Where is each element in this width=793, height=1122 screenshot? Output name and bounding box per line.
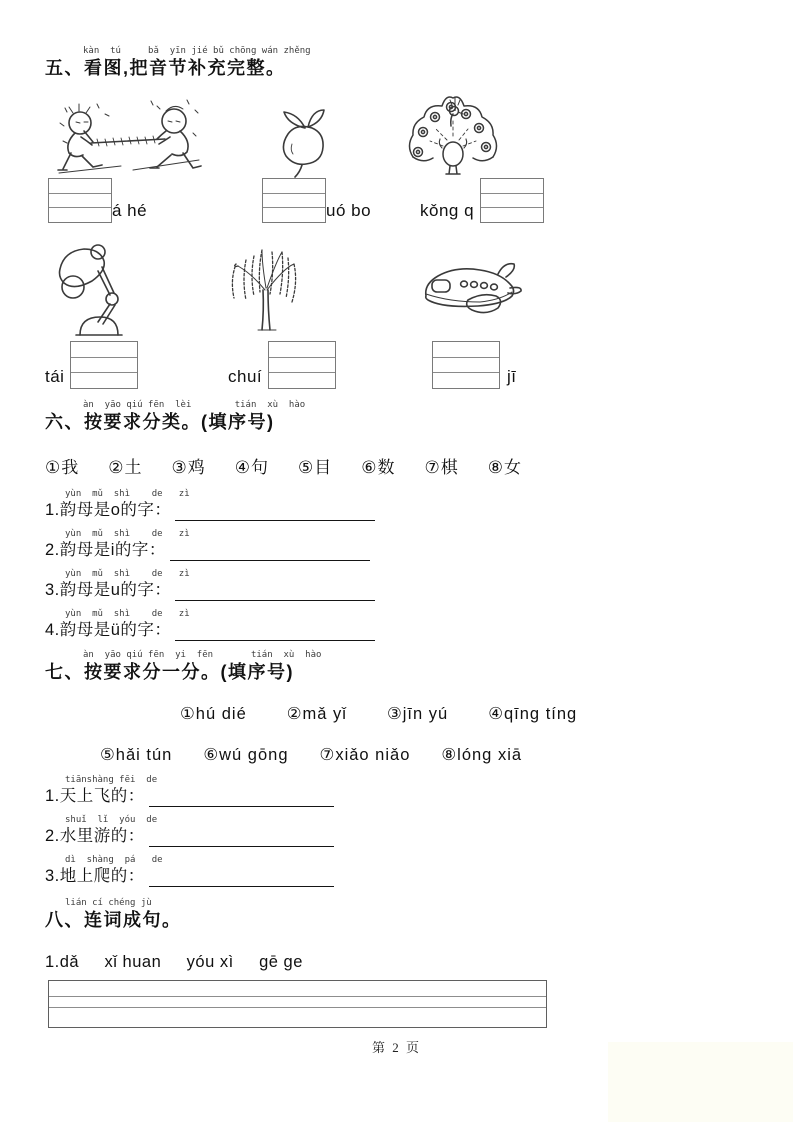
- answer-cell-kongque: [420, 178, 544, 223]
- word-item: ⑤目: [298, 458, 333, 477]
- word-item: ①hú dié: [180, 705, 247, 723]
- syllable-label: tái: [45, 366, 65, 386]
- pinyin-answer-box[interactable]: [268, 341, 336, 389]
- section6-header: [45, 400, 305, 433]
- question-pinyin: yùn mǔ shì de zì: [65, 529, 190, 539]
- answer-cell-taideng: [45, 341, 138, 389]
- section6-question-1: [45, 489, 375, 521]
- section7-title: 七、按要求分一分。(填序号): [45, 662, 294, 682]
- section7-header: [45, 650, 321, 683]
- word-item: ⑤hǎi tún: [100, 746, 173, 764]
- question-text: 2.韵母是i的字：: [45, 541, 166, 559]
- answer-cell-chuiliu: [228, 341, 336, 389]
- word-item: ④qīng tíng: [488, 705, 578, 723]
- question-text: 1.天上飞的：: [45, 787, 145, 805]
- pinyin-answer-box[interactable]: [432, 341, 500, 389]
- answer-blank-line[interactable]: [149, 791, 334, 807]
- question-text: 3.地上爬的：: [45, 867, 145, 885]
- section6-question-3: [45, 569, 375, 601]
- section8-exercise-words: 1.dǎ xǐ huan yóu xì gē ge: [45, 953, 303, 971]
- answer-blank-line[interactable]: [175, 505, 375, 521]
- section8-title: 八、连词成句。: [45, 910, 182, 930]
- section7-header-pinyin: àn yāo qiú fēn yi fēn tián xù hào: [83, 650, 322, 660]
- answer-cell-bahe: [48, 178, 147, 223]
- question-pinyin: yùn mǔ shì de zì: [65, 569, 190, 579]
- question-text: 4.韵母是ü的字：: [45, 621, 172, 639]
- answer-cell-luobo: [262, 178, 371, 223]
- desk-lamp-illustration: [52, 243, 134, 341]
- word-item: ③鸡: [171, 458, 206, 477]
- section7-word-bank-row2: [100, 745, 522, 765]
- tug-of-war-illustration: [53, 93, 203, 181]
- word-item: ⑦棋: [424, 458, 459, 477]
- section7-question-1: [45, 775, 334, 807]
- syllable-label: uó bo: [326, 200, 372, 220]
- question-pinyin: yùn mǔ shì de zì: [65, 609, 190, 619]
- question-pinyin: shuǐ lǐ yóu de: [65, 815, 158, 825]
- answer-blank-line[interactable]: [175, 585, 375, 601]
- word-item: ⑧lóng xiā: [441, 746, 523, 764]
- section5-header-pinyin: kàn tú bǎ yīn jié bǔ chōng wán zhěng: [83, 46, 311, 56]
- question-pinyin: yùn mǔ shì de zì: [65, 489, 190, 499]
- syllable-label: kǒng q: [420, 200, 475, 220]
- pinyin-answer-box[interactable]: [480, 178, 544, 223]
- word-item: ②mǎ yǐ: [286, 705, 347, 723]
- question-pinyin: tiānshàng fēi de: [65, 775, 158, 785]
- section7-question-2: [45, 815, 334, 847]
- word-item: ②土: [108, 458, 143, 477]
- word-item: ③jīn yú: [386, 705, 449, 723]
- question-text: 3.韵母是u的字：: [45, 581, 172, 599]
- word-item: ④句: [234, 458, 269, 477]
- section5-header: [45, 46, 311, 79]
- answer-blank-line[interactable]: [170, 545, 370, 561]
- syllable-label: jī: [507, 366, 517, 386]
- pinyin-answer-box[interactable]: [262, 178, 326, 223]
- section6-title: 六、按要求分类。(填序号): [45, 412, 275, 432]
- section8-header-pinyin: lián cí chéng jù: [65, 898, 152, 908]
- willow-tree-illustration: [222, 240, 310, 332]
- syllable-label: á hé: [112, 200, 148, 220]
- section6-question-2: [45, 529, 370, 561]
- answer-blank-line[interactable]: [149, 831, 334, 847]
- pinyin-answer-box[interactable]: [48, 178, 112, 223]
- answer-blank-line[interactable]: [175, 625, 375, 641]
- word-item: ①我: [45, 458, 80, 477]
- question-pinyin: dì shàng pá de: [65, 855, 163, 865]
- word-item: ⑦xiǎo niǎo: [319, 746, 411, 764]
- section7-word-bank-row1: [180, 704, 577, 724]
- airplane-illustration: [420, 260, 524, 324]
- question-text: 2.水里游的：: [45, 827, 145, 845]
- answer-blank-line[interactable]: [149, 871, 334, 887]
- section6-header-pinyin: àn yāo qiú fēn lèi tián xù hào: [83, 400, 306, 410]
- page-footer: 第 2 页: [371, 1040, 421, 1055]
- word-item: ⑥wú gōng: [203, 746, 289, 764]
- section7-question-3: [45, 855, 334, 887]
- section6-word-bank: [45, 453, 522, 478]
- writing-grid[interactable]: [48, 980, 547, 1028]
- word-item: ⑧女: [487, 458, 522, 477]
- question-text: 1.韵母是o的字：: [45, 501, 172, 519]
- section5-title: 五、看图,把音节补充完整。: [45, 58, 286, 78]
- section8-header: [45, 898, 182, 931]
- word-item: ⑥数: [361, 458, 396, 477]
- answer-cell-feiji: [432, 341, 517, 389]
- peacock-illustration: [405, 90, 500, 178]
- radish-illustration: [272, 102, 332, 180]
- pinyin-answer-box[interactable]: [70, 341, 138, 389]
- syllable-label: chuí: [228, 366, 263, 386]
- section6-question-4: [45, 609, 375, 641]
